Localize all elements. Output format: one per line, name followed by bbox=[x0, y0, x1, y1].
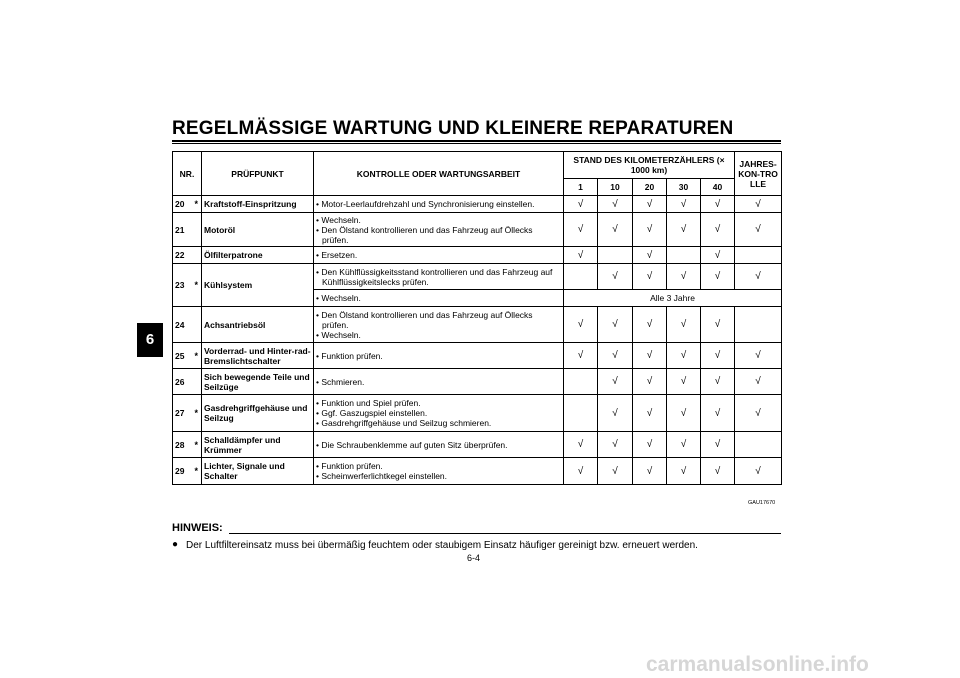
check-item: Motoröl bbox=[202, 213, 314, 247]
task-cell bbox=[314, 264, 564, 290]
check-mark bbox=[598, 247, 633, 264]
check-mark: √ bbox=[667, 395, 701, 432]
row-number-cell bbox=[173, 369, 202, 395]
check-mark: √ bbox=[667, 432, 701, 458]
check-mark: √ bbox=[633, 307, 667, 343]
task-text: Wechseln. bbox=[321, 214, 361, 225]
check-mark: √ bbox=[633, 432, 667, 458]
asterisk-mark: * bbox=[194, 466, 198, 476]
header-km-1: 1 bbox=[564, 179, 598, 196]
check-mark: √ bbox=[633, 264, 667, 290]
task-bullet-icon: • bbox=[316, 398, 322, 408]
task-cell bbox=[314, 247, 564, 264]
task-line bbox=[316, 377, 561, 387]
row-number-wrap bbox=[175, 377, 199, 387]
check-mark bbox=[735, 247, 782, 264]
check-mark bbox=[667, 247, 701, 264]
check-item: Vorderrad- und Hinter-rad-Bremslichtschalter bbox=[202, 343, 314, 369]
check-mark: √ bbox=[598, 369, 633, 395]
check-mark: √ bbox=[701, 458, 735, 485]
task-bullet-icon: • bbox=[316, 418, 322, 428]
table-row bbox=[173, 458, 782, 485]
check-item: Kraftstoff-Einspritzung bbox=[202, 196, 314, 213]
asterisk-mark: * bbox=[194, 350, 198, 361]
task-line bbox=[316, 440, 561, 450]
task-cell bbox=[314, 343, 564, 369]
header-km-10: 10 bbox=[598, 179, 633, 196]
check-mark: √ bbox=[735, 264, 782, 290]
task-bullet-icon: • bbox=[316, 199, 322, 209]
check-mark: √ bbox=[701, 247, 735, 264]
task-cell bbox=[314, 432, 564, 458]
check-mark: √ bbox=[633, 247, 667, 264]
task-cell bbox=[314, 290, 564, 307]
task-text: Den Ölstand kontrollieren und das Fahrzeug auf Öllecks prüfen. bbox=[321, 309, 533, 330]
task-text: Funktion prüfen. bbox=[321, 461, 383, 471]
check-mark: √ bbox=[701, 395, 735, 432]
task-text: Den Kühlflüssigkeitsstand kontrollieren und das Fahrzeug auf Kühlflüssigkeitslecks prüfen. bbox=[321, 266, 553, 287]
check-mark: √ bbox=[701, 213, 735, 247]
check-mark: √ bbox=[564, 432, 598, 458]
task-cell bbox=[314, 395, 564, 432]
check-mark: √ bbox=[598, 343, 633, 369]
table-row bbox=[173, 213, 782, 247]
task-bullet-icon: • bbox=[316, 224, 322, 235]
row-number: 26 bbox=[175, 376, 185, 387]
asterisk-mark: * bbox=[194, 280, 198, 290]
check-mark: √ bbox=[735, 213, 782, 247]
task-cell bbox=[314, 307, 564, 343]
task-bullet-icon: • bbox=[316, 266, 322, 277]
row-number-cell bbox=[173, 432, 202, 458]
task-text: Wechseln. bbox=[321, 293, 361, 303]
title-rule-thin bbox=[172, 143, 781, 144]
table-row bbox=[173, 264, 782, 290]
check-item: Ölfilterpatrone bbox=[202, 247, 314, 264]
header-nr: NR. bbox=[173, 152, 202, 196]
check-mark: √ bbox=[633, 213, 667, 247]
row-number-cell bbox=[173, 307, 202, 343]
task-text: Ersetzen. bbox=[321, 250, 358, 260]
row-number-cell bbox=[173, 196, 202, 213]
check-mark: √ bbox=[701, 196, 735, 213]
task-bullet-icon: • bbox=[316, 250, 322, 260]
table-row bbox=[173, 343, 782, 369]
task-line bbox=[316, 225, 561, 245]
check-mark: √ bbox=[633, 369, 667, 395]
row-number-cell bbox=[173, 395, 202, 432]
table-row bbox=[173, 247, 782, 264]
page-number: 6-4 bbox=[467, 553, 481, 563]
row-number-wrap bbox=[175, 225, 199, 235]
task-line bbox=[316, 398, 561, 408]
check-item: Sich bewegende Teile und Seilzüge bbox=[202, 369, 314, 395]
check-mark: √ bbox=[701, 307, 735, 343]
row-number-wrap bbox=[175, 280, 199, 290]
check-mark: √ bbox=[564, 196, 598, 213]
row-number: 22 bbox=[175, 250, 185, 260]
header-jahres-label: JAHRES-KON-TROLLE bbox=[738, 158, 778, 189]
task-bullet-icon: • bbox=[316, 471, 322, 481]
check-mark: √ bbox=[667, 343, 701, 369]
check-mark: √ bbox=[598, 264, 633, 290]
check-mark: √ bbox=[633, 196, 667, 213]
table-row bbox=[173, 307, 782, 343]
row-number: 21 bbox=[175, 224, 185, 235]
row-number: 29 bbox=[175, 466, 185, 476]
task-bullet-icon: • bbox=[316, 309, 322, 320]
header-km-30: 30 bbox=[667, 179, 701, 196]
row-number: 24 bbox=[175, 319, 185, 330]
row-number-wrap bbox=[175, 408, 199, 418]
task-text: Schmieren. bbox=[321, 376, 365, 387]
row-number-wrap bbox=[175, 320, 199, 330]
check-item: Lichter, Signale und Schalter bbox=[202, 458, 314, 485]
header-jahres bbox=[735, 152, 782, 196]
task-cell bbox=[314, 369, 564, 395]
check-mark: √ bbox=[667, 196, 701, 213]
row-number-cell bbox=[173, 343, 202, 369]
check-mark: √ bbox=[735, 458, 782, 485]
task-line bbox=[316, 250, 561, 260]
check-mark: √ bbox=[735, 369, 782, 395]
check-mark bbox=[735, 307, 782, 343]
check-mark: √ bbox=[667, 213, 701, 247]
task-cell bbox=[314, 458, 564, 485]
check-mark: √ bbox=[667, 264, 701, 290]
task-bullet-icon: • bbox=[316, 293, 322, 303]
task-text: Motor-Leerlaufdrehzahl und Synchronisierung einstellen. bbox=[321, 199, 535, 209]
table-row bbox=[173, 369, 782, 395]
check-mark: √ bbox=[564, 213, 598, 247]
interval-note: Alle 3 Jahre bbox=[564, 290, 782, 307]
title-rule bbox=[172, 140, 781, 142]
task-line bbox=[316, 418, 561, 428]
check-mark: √ bbox=[667, 307, 701, 343]
check-item: Achsantriebsöl bbox=[202, 307, 314, 343]
row-number-cell bbox=[173, 458, 202, 485]
check-mark: √ bbox=[564, 307, 598, 343]
page-title: REGELMÄSSIGE WARTUNG UND KLEINERE REPARATUREN bbox=[172, 118, 734, 139]
check-mark: √ bbox=[633, 458, 667, 485]
check-mark: √ bbox=[564, 343, 598, 369]
asterisk-mark: * bbox=[194, 439, 198, 450]
row-number-wrap bbox=[175, 199, 199, 209]
task-bullet-icon: • bbox=[316, 408, 322, 418]
table-row bbox=[173, 196, 782, 213]
row-number: 25 bbox=[175, 350, 185, 361]
task-text: Wechseln. bbox=[321, 329, 361, 340]
check-mark: √ bbox=[735, 395, 782, 432]
row-number: 28 bbox=[175, 439, 185, 450]
row-number-cell bbox=[173, 264, 202, 307]
row-number: 20 bbox=[175, 199, 185, 209]
check-mark: √ bbox=[598, 307, 633, 343]
chapter-tab: 6 bbox=[137, 323, 163, 357]
task-text: Ggf. Gaszugspiel einstellen. bbox=[321, 408, 428, 418]
task-line bbox=[316, 330, 561, 340]
row-number: 23 bbox=[175, 280, 185, 290]
task-cell bbox=[314, 213, 564, 247]
check-mark: √ bbox=[701, 343, 735, 369]
asterisk-mark: * bbox=[194, 199, 198, 209]
task-text: Den Ölstand kontrollieren und das Fahrzeug auf Öllecks prüfen. bbox=[321, 224, 533, 245]
task-text: Funktion und Spiel prüfen. bbox=[321, 398, 421, 408]
check-mark: √ bbox=[633, 395, 667, 432]
row-number-wrap bbox=[175, 351, 199, 361]
check-mark: √ bbox=[633, 343, 667, 369]
check-mark: √ bbox=[701, 432, 735, 458]
row-number-wrap bbox=[175, 466, 199, 476]
table-body bbox=[173, 196, 782, 485]
task-bullet-icon: • bbox=[316, 461, 322, 471]
maintenance-table bbox=[172, 151, 782, 485]
check-mark: √ bbox=[667, 458, 701, 485]
reference-code: GAU17670 bbox=[748, 500, 776, 506]
check-mark bbox=[564, 395, 598, 432]
check-mark bbox=[564, 369, 598, 395]
check-mark: √ bbox=[735, 343, 782, 369]
check-mark: √ bbox=[598, 395, 633, 432]
header-stand: STAND DES KILOMETERZÄHLERS (× 1000 km) bbox=[564, 152, 735, 179]
check-item: Schalldämpfer und Krümmer bbox=[202, 432, 314, 458]
hinweis-label: HINWEIS: bbox=[172, 522, 223, 534]
watermark: carmanualsonline.info bbox=[646, 653, 869, 676]
task-text: Scheinwerferlichtkegel einstellen. bbox=[321, 471, 448, 481]
task-line bbox=[316, 293, 561, 303]
task-bullet-icon: • bbox=[316, 214, 322, 225]
header-km-40: 40 bbox=[701, 179, 735, 196]
task-line bbox=[316, 199, 561, 209]
row-number: 27 bbox=[175, 408, 185, 418]
row-number-wrap bbox=[175, 440, 199, 450]
check-mark bbox=[564, 264, 598, 290]
hinweis-rule bbox=[229, 533, 781, 534]
row-number-cell bbox=[173, 247, 202, 264]
task-bullet-icon: • bbox=[316, 329, 322, 340]
check-mark: √ bbox=[564, 247, 598, 264]
task-line bbox=[316, 461, 561, 471]
check-mark: √ bbox=[598, 432, 633, 458]
check-item: Kühlsystem bbox=[202, 264, 314, 307]
task-line bbox=[316, 267, 561, 287]
check-mark: √ bbox=[598, 196, 633, 213]
task-cell bbox=[314, 196, 564, 213]
task-text: Gasdrehgriffgehäuse und Seilzug schmieren. bbox=[321, 418, 492, 428]
task-text: Die Schraubenklemme auf guten Sitz überprüfen. bbox=[321, 439, 508, 450]
check-mark: √ bbox=[598, 213, 633, 247]
asterisk-mark: * bbox=[194, 408, 198, 418]
check-mark: √ bbox=[564, 458, 598, 485]
check-mark: √ bbox=[701, 369, 735, 395]
task-text: Funktion prüfen. bbox=[321, 350, 383, 361]
check-mark bbox=[735, 432, 782, 458]
table-row bbox=[173, 395, 782, 432]
task-line bbox=[316, 310, 561, 330]
check-mark: √ bbox=[701, 264, 735, 290]
task-bullet-icon: • bbox=[316, 376, 322, 387]
header-pruefpunkt: PRÜFPUNKT bbox=[202, 152, 314, 196]
header-km-20: 20 bbox=[633, 179, 667, 196]
check-item: Gasdrehgriffgehäuse und Seilzug bbox=[202, 395, 314, 432]
header-kontrolle: KONTROLLE ODER WARTUNGSARBEIT bbox=[314, 152, 564, 196]
check-mark: √ bbox=[667, 369, 701, 395]
row-number-cell bbox=[173, 213, 202, 247]
task-line bbox=[316, 408, 561, 418]
check-mark: √ bbox=[735, 196, 782, 213]
check-mark: √ bbox=[598, 458, 633, 485]
task-line bbox=[316, 471, 561, 481]
hinweis-text: Der Luftfiltereinsatz muss bei übermäßig feuchtem oder staubigem Einsatz häufiger gereinigt bzw. erneuert werden. bbox=[186, 540, 698, 551]
row-number-wrap bbox=[175, 250, 199, 260]
task-line bbox=[316, 351, 561, 361]
table-row bbox=[173, 432, 782, 458]
task-line bbox=[316, 215, 561, 225]
task-bullet-icon: • bbox=[316, 350, 322, 361]
bullet-icon: ● bbox=[172, 539, 179, 550]
task-bullet-icon: • bbox=[316, 439, 322, 450]
